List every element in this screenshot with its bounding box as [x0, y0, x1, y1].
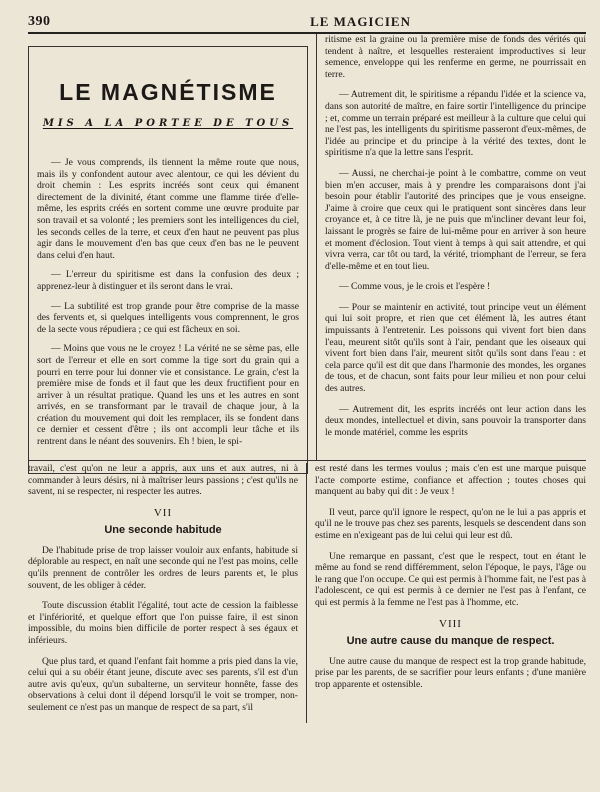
- paragraph: — Pour se maintenir en activité, tout principe veut un élément qui lui soit propre, et rien que cet élément là, les autres étant impuissants à l'entretenir. Les poissons qui vivent fort bien dans l'eau, meurent sitôt qu'ils sont à l'air, pendant que les oiseaux qui vivent fort bien dans l'air, meurent sitôt qu'ils sont dans l'eau : et cela parce qu'il est dit que dans l'harmonie des mondes, les organes de tous, et de chacun, sont faits pour leur milieu et non pour celui des autres.: [325, 301, 586, 395]
- paragraph: — La subtilité est trop grande pour être comprise de la masse des fervents et, si quelques intelligents vous comprennent, le gros de la secte vous répudiera ; ce qui est fâcheux en soi.: [37, 300, 299, 335]
- paragraph: — Autrement dit, le spiritisme a répandu l'idée et la science va, dans son autorité de maître, en faire sortir l'intelligence du principe ; et, comme un terrain préparé est meilleur à la culture que celui qui ne l'est pas, les intelligents du spiritisme passeront d'eux-mêmes, de l'idée au principe et du principe à la vérité des textes, dont le spiritisme n'a que la lettre sans l'esprit.: [325, 89, 586, 159]
- bottom-right-column: [307, 463, 586, 723]
- paragraph: — Aussi, ne cherchai-je point à le combattre, comme on veut bien m'en accuser, mais à y prendre les comparaisons dont j'ai besoin pour établir l'autorité des principes que je vous enseigne. J'aime à croire que ceux qui le pratiquent sont sincères dans leur croyance et, à ce titre là, je ne puis que m'incliner devant leur foi, laissant le progrès se faire de lui-même pour en arriver à son heure et moment d'éclosion. Tout vient à temps à qui sait attendre, et qui vivra verra, car tôt ou tard, la vérité, triomphant de l'erreur, se fera d'elle-même et en tout lieu.: [325, 167, 586, 272]
- article-subtitle: MIS A LA PORTEE DE TOUS: [42, 118, 294, 129]
- paragraph: — Moins que vous ne le croyez ! La vérité ne se sème pas, elle sort de l'erreur et elle en sort comme la tige sort du grain qui a pourri en terre pour lui donner vie et consistance. Le grain, c'est la première mise de fonds et il faut que les deux fructifient pour en arriver à un résultat pratique. Quand les uns et les autres en sont arrivés, en se transformant par le travail de chaque jour, à la création du mouvement qui doit les remplacer, ils se fondent dans ce dernier et cessent d'être ; ils ont accompli leur tâche et ils rentrent dans le néant des souvenirs. Eh ! bien, le spi-: [37, 343, 299, 448]
- paragraph: Une autre cause du manque de respect est la trop grande habitude, prise par les parents, de se sacrifier pour leurs enfants ; d'une manière trop apparente et ostensible.: [315, 655, 586, 690]
- page-number: 390: [28, 14, 51, 29]
- paragraph: — Comme vous, je le crois et l'espère !: [339, 281, 491, 293]
- paragraph: — Autrement dit, les esprits incréés ont leur action dans les deux mondes, intellectuel et divin, sans pouvoir la transporter dans le monde matériel, comme les esprits: [325, 403, 586, 438]
- paragraph: ritisme est la graine ou la première mise de fonds des vérités qui tendent à naître, et lesquelles resteraient improductives si leur semence, enveloppe qui les renferme en germe, ne pourrissait en terre.: [325, 34, 586, 80]
- article-right-column: [317, 34, 586, 460]
- paragraph: Une remarque en passant, c'est que le respect, tout en étant le même au fond se rend différemment, selon l'époque, le pays, l'âge ou le rang que l'on occupe. Ce qui est permis à l'homme fait, ne l'est pas à l'adolescent, ce qui est permis à ce dernier ne l'est pas à l'enfant, ce qui est permis à la femme ne l'est pas à l'homme, etc.: [315, 550, 586, 608]
- page-header: [28, 14, 586, 30]
- paragraph: De l'habitude prise de trop laisser vouloir aux enfants, habitude si déplorable au respect, en naît une seconde qui ne l'est pas moins, celle qu'ils prennent de contrôler les ordres de leurs parents et, le plus souvent, de les obliger à céder.: [28, 544, 298, 591]
- paragraph: Toute discussion établit l'égalité, tout acte de cession la faiblesse et l'infériorité, et quelque effort que l'on puisse faire, il est sinon impossible, du moins bien difficile de porter respect à ses égaux et inférieurs.: [28, 600, 298, 646]
- running-title: LE MAGICIEN: [310, 14, 411, 29]
- article-box: [28, 46, 308, 474]
- paragraph: Il veut, parce qu'il ignore le respect, qu'on ne le lui a pas appris et qu'il ne le trouve pas chez ses parents, lesquels se descendent dans son estime en n'exigeant pas de lui celui qui leur est dû.: [315, 506, 586, 541]
- bottom-left-column: [28, 463, 307, 723]
- section-number: VIII: [439, 617, 462, 630]
- article-left-column: [28, 34, 317, 460]
- article-bottom: [28, 463, 586, 723]
- section-title: Une autre cause du manque de respect.: [346, 634, 555, 647]
- paragraph: est resté dans les termes voulus ; mais c'en est une marque puisque l'acte comporte estime, confiance et affection ; toutes choses qui manquent au baby qui dit : Je veux !: [315, 463, 586, 498]
- paragraph: — Je vous comprends, ils tiennent la même route que nous, mais ils y confondent autour avec alentour, ce qui les dévient du droit chemin : Les esprits incréés sont ceux qui émanent directement de la divinité, étant comme une flamme tirée d'elle-même, les esprits créés en sortent comme une œuvre produite par son travail et sa volonté ; les premiers sont les intelligences du ciel, les seconds celles de la terre, et ceux d'en haut ne peuvent pas plus agir dans le mouvement d'en bas que ceux d'en bas ne le peuvent dans celui d'en haut.: [37, 157, 299, 261]
- article-top: [28, 34, 586, 461]
- paragraph: Que plus tard, et quand l'enfant fait homme a pris pied dans la vie, celui qui a su obéir étant jeune, discute avec ses parents, s'il est d'un autre avis qu'eux, qu'un subalterne, un serviteur honnête, fasse des observations à celui dont il dépend lorsqu'il le voit se tromper, non-seulement ce n'est pas un manque de respect de sa part, s'il: [28, 655, 298, 713]
- article-title: LE MAGNÉTISME: [59, 79, 277, 105]
- article-left-text: [29, 157, 307, 448]
- paragraph: travail, c'est qu'on ne leur a appris, aux uns et aux autres, ni à commander à leurs désirs, ni à maîtriser leurs passions ; c'est qu'ils ne savent, ni se respecter, ni respecter les autres.: [28, 463, 298, 498]
- section-title: Une seconde habitude: [104, 523, 222, 536]
- paragraph: — L'erreur du spiritisme est dans la confusion des deux ; apprenez-leur à distinguer et ils seront dans le vrai.: [37, 269, 299, 292]
- section-number: VII: [153, 506, 173, 519]
